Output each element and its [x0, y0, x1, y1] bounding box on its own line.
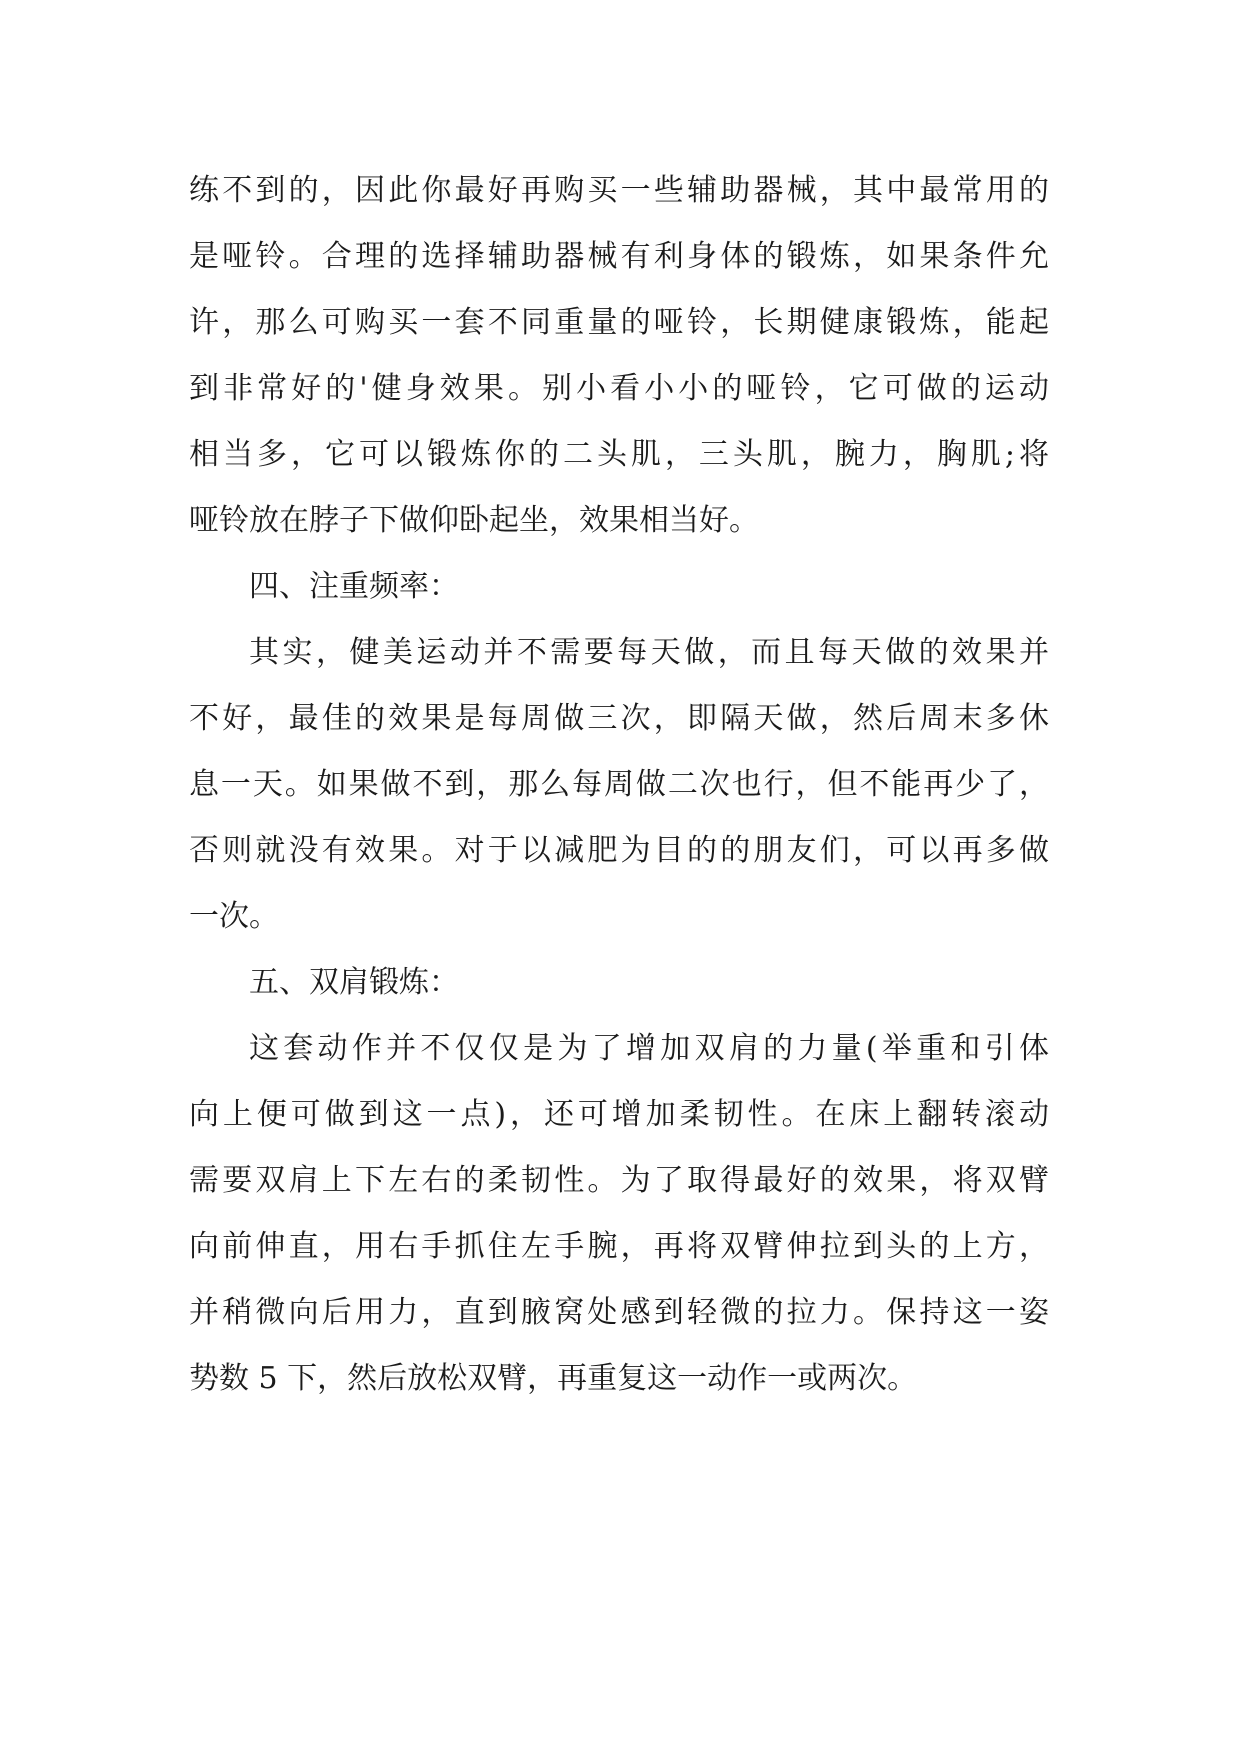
paragraph-line: 哑铃放在脖子下做仰卧起坐，效果相当好。 [189, 503, 759, 538]
paragraph-line: 需要双肩上下左右的柔韧性。为了取得最好的效果，将双臂 [189, 1163, 1049, 1198]
paragraph-line: 其实，健美运动并不需要每天做，而且每天做的效果并 [249, 635, 1049, 670]
section-heading: 四、注重频率： [249, 569, 459, 604]
paragraph-line: 到非常好的'健身效果。别小看小小的哑铃，它可做的运动 [189, 371, 1049, 406]
paragraph-line: 许，那么可购买一套不同重量的哑铃，长期健康锻炼，能起 [189, 305, 1049, 340]
paragraph-line: 向前伸直，用右手抓住左手腕，再将双臂伸拉到头的上方， [189, 1229, 1049, 1264]
paragraph-line: 一次。 [189, 899, 279, 934]
paragraph-line: 练不到的，因此你最好再购买一些辅助器械，其中最常用的 [189, 173, 1049, 208]
paragraph-line: 势数 5 下，然后放松双臂，再重复这一动作一或两次。 [189, 1361, 918, 1396]
paragraph-line: 否则就没有效果。对于以减肥为目的的朋友们，可以再多做 [189, 833, 1049, 868]
paragraph-line: 并稍微向后用力，直到腋窝处感到轻微的拉力。保持这一姿 [189, 1295, 1049, 1330]
document-body [189, 158, 1049, 1412]
section-heading: 五、双肩锻炼： [249, 965, 459, 1000]
paragraph-line: 不好，最佳的效果是每周做三次，即隔天做，然后周末多休 [189, 701, 1049, 736]
paragraph-line: 向上便可做到这一点)，还可增加柔韧性。在床上翻转滚动 [189, 1097, 1049, 1132]
paragraph-line: 是哑铃。合理的选择辅助器械有利身体的锻炼，如果条件允 [189, 239, 1049, 274]
paragraph-line: 息一天。如果做不到，那么每周做二次也行，但不能再少了， [189, 767, 1049, 802]
paragraph-line: 相当多，它可以锻炼你的二头肌，三头肌，腕力，胸肌;将 [189, 437, 1049, 472]
paragraph-line: 这套动作并不仅仅是为了增加双肩的力量(举重和引体 [249, 1031, 1049, 1066]
